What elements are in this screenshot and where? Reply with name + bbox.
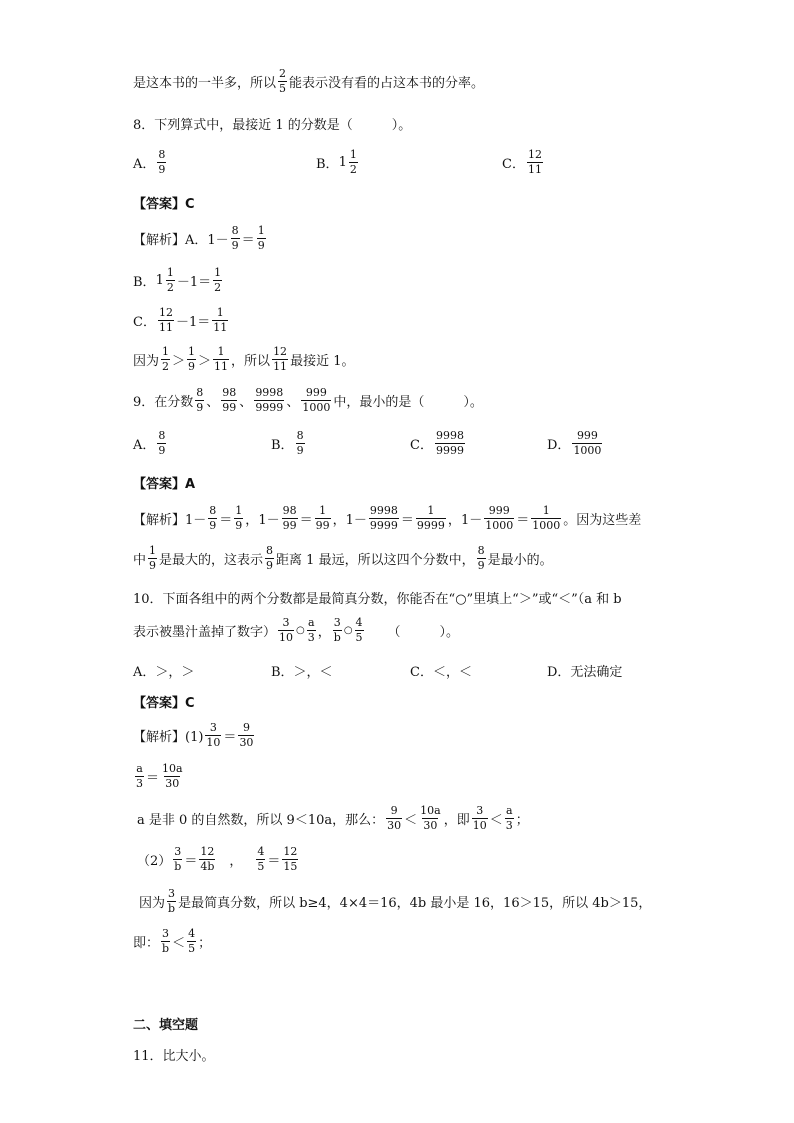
denominator: 3 <box>136 777 143 790</box>
option-a <box>133 149 168 176</box>
text: 最接近 1。 <box>290 354 355 369</box>
text: ， <box>245 513 259 528</box>
denominator: 30 <box>387 819 402 832</box>
whole: 1 <box>155 273 164 288</box>
answer-9 <box>133 473 195 492</box>
fraction <box>199 846 215 873</box>
fraction <box>531 505 561 532</box>
mixed-number <box>339 149 360 176</box>
denominator: 11 <box>214 360 229 373</box>
text: ＝ <box>267 854 281 869</box>
text: －1＝ <box>175 315 211 330</box>
numerator: 10a <box>162 762 183 775</box>
fraction <box>282 505 298 532</box>
option-d <box>547 661 622 680</box>
numerator: 1 <box>214 266 222 279</box>
fraction <box>167 888 176 915</box>
denominator: 10 <box>279 631 294 644</box>
fraction <box>157 430 166 457</box>
numerator: 8 <box>231 224 239 237</box>
denominator: 99 <box>315 519 330 532</box>
analysis-9-a <box>133 505 641 532</box>
fraction <box>195 387 204 414</box>
option-label: B． <box>271 438 294 453</box>
fraction <box>282 846 298 873</box>
numerator: 8 <box>196 386 204 399</box>
text: ○ <box>343 625 353 636</box>
option-b <box>271 430 307 457</box>
text: ， <box>447 513 461 528</box>
numerator: 3 <box>209 721 217 734</box>
text: ，即 <box>443 813 470 828</box>
denominator: 11 <box>158 321 173 334</box>
fraction <box>505 805 514 832</box>
option-b <box>316 149 360 176</box>
fraction <box>213 267 222 294</box>
numerator: 8 <box>266 544 274 557</box>
fraction <box>272 346 288 373</box>
option-d <box>547 430 604 457</box>
fraction <box>527 149 543 176</box>
question-10-line1 <box>133 588 622 607</box>
denominator: 1000 <box>485 519 514 532</box>
numerator: 3 <box>282 616 290 629</box>
denominator: 2 <box>162 360 170 373</box>
numerator: 1 <box>427 504 435 517</box>
denominator: b <box>162 942 170 955</box>
fraction <box>231 225 240 252</box>
fraction <box>278 617 294 644</box>
text: ＝ <box>184 854 198 869</box>
denominator: b <box>168 902 176 915</box>
analysis-10-a <box>137 805 529 832</box>
numerator: 1 <box>257 224 265 237</box>
numerator: 12 <box>283 845 298 858</box>
text: 【解析】A．1－ <box>133 233 229 248</box>
denominator: 9 <box>296 444 304 457</box>
option-label: A． <box>133 157 156 172</box>
mixed-number <box>156 267 177 294</box>
numerator: 12 <box>527 148 542 161</box>
numerator: 1 <box>319 504 327 517</box>
numerator: 4 <box>257 845 265 858</box>
numerator: 9 <box>390 804 398 817</box>
denominator: 3 <box>307 631 315 644</box>
numerator: 8 <box>158 429 166 442</box>
denominator: 5 <box>355 631 363 644</box>
numerator: 1 <box>217 345 225 358</box>
text: ＝ <box>400 513 414 528</box>
numerator: 1 <box>349 148 357 161</box>
numerator: 2 <box>279 67 287 80</box>
fraction <box>187 346 196 373</box>
analysis-8-c <box>133 307 230 334</box>
numerator: 1 <box>542 504 550 517</box>
denominator: 9 <box>196 401 204 414</box>
option-label: C． <box>502 157 525 172</box>
numerator: a <box>136 762 143 775</box>
text: ＜ <box>489 813 503 828</box>
analysis-10-eq <box>133 763 186 790</box>
fraction <box>173 846 182 873</box>
denominator: 2 <box>166 281 174 294</box>
option-label: D． <box>547 438 571 453</box>
option-c <box>410 430 467 457</box>
question-text: 10．下面各组中的两个分数都是最简真分数，你能否在“○”里填上“＞”或“＜”（a 和 b <box>133 592 622 607</box>
text: 是最小的。 <box>487 553 553 568</box>
text: 1－ <box>345 513 367 528</box>
denominator: 9 <box>149 559 157 572</box>
text: ＞ <box>198 354 212 369</box>
option-a <box>133 430 168 457</box>
text: ＜ <box>404 813 418 828</box>
denominator: 1000 <box>573 444 602 457</box>
fraction <box>208 505 217 532</box>
text: ＜ <box>172 936 186 951</box>
denominator: 5 <box>257 860 265 873</box>
denominator: 10 <box>206 736 221 749</box>
fraction <box>221 387 237 414</box>
fraction <box>572 430 602 457</box>
denominator: 9999 <box>435 444 464 457</box>
fraction <box>477 545 486 572</box>
text: －1＝ <box>176 275 212 290</box>
fraction <box>278 68 287 95</box>
denominator: 9 <box>257 239 265 252</box>
answer-8 <box>133 193 195 212</box>
numerator: a <box>505 804 513 817</box>
numerator: 4 <box>355 616 363 629</box>
section-heading: 二、填空题 <box>133 1018 199 1033</box>
denominator: 30 <box>239 736 254 749</box>
numerator: 12 <box>200 845 215 858</box>
denominator: 9 <box>158 163 166 176</box>
text: 【解析】(1) <box>133 730 204 745</box>
question-text: 11．比大小。 <box>133 1049 215 1064</box>
text: 9．在分数 <box>133 395 194 410</box>
numerator: 98 <box>282 504 297 517</box>
analysis-8-a <box>133 225 268 252</box>
fraction <box>301 387 331 414</box>
answer-text: 【答案】A <box>133 477 196 492</box>
text: 能表示没有看的占这本书的分率。 <box>289 76 485 91</box>
analysis-8-b <box>133 267 224 294</box>
numerator: 98 <box>222 386 237 399</box>
fraction <box>213 346 229 373</box>
denominator: 99 <box>282 519 297 532</box>
question-9 <box>133 387 483 414</box>
analysis-10-b <box>139 888 651 915</box>
numerator: 12 <box>158 306 173 319</box>
fraction <box>257 225 266 252</box>
text: 中 <box>133 553 147 568</box>
text: 1－ <box>460 513 483 528</box>
fraction <box>187 928 196 955</box>
denominator: 9 <box>158 444 166 457</box>
numerator: 999 <box>305 386 327 399</box>
fraction <box>161 346 170 373</box>
option-label: B． <box>316 157 339 172</box>
denominator: 3 <box>505 819 513 832</box>
numerator: 8 <box>477 544 485 557</box>
fraction <box>355 617 364 644</box>
answer-text: 【答案】C <box>133 696 195 711</box>
denominator: 2 <box>214 281 222 294</box>
fraction <box>307 617 316 644</box>
text: ； <box>515 813 529 828</box>
fraction <box>369 505 399 532</box>
fraction <box>212 307 228 334</box>
text: ＝ <box>241 233 255 248</box>
numerator: 1 <box>235 504 243 517</box>
denominator: 1000 <box>302 401 331 414</box>
denominator: 30 <box>165 777 180 790</box>
fraction <box>135 763 144 790</box>
option-c <box>410 661 472 680</box>
text: ； <box>198 936 212 951</box>
text: ＞ <box>172 354 186 369</box>
fraction <box>254 387 284 414</box>
numerator: 9998 <box>255 386 284 399</box>
fraction <box>472 805 488 832</box>
option-text: B．＞，＜ <box>271 665 333 680</box>
denominator: b <box>333 631 341 644</box>
denominator: 30 <box>423 819 438 832</box>
denominator: 5 <box>279 82 287 95</box>
text: ＝ <box>146 771 160 786</box>
numerator: 3 <box>476 804 484 817</box>
text: 中，最小的是（ ）。 <box>333 395 483 410</box>
text: ， <box>229 854 243 869</box>
text: 。因为这些差 <box>563 513 642 528</box>
text: 距离 1 最远，所以这四个分数中， <box>276 553 475 568</box>
denominator: 15 <box>283 860 298 873</box>
numerator: 9 <box>242 721 250 734</box>
fraction <box>161 763 184 790</box>
denominator: 9 <box>235 519 243 532</box>
denominator: 99 <box>222 401 237 414</box>
option-c <box>502 149 545 176</box>
text: ＝ <box>223 730 237 745</box>
text: ， <box>332 513 346 528</box>
fraction <box>238 722 254 749</box>
fraction <box>148 545 157 572</box>
numerator: 3 <box>168 887 176 900</box>
fraction <box>419 805 442 832</box>
numerator: 1 <box>149 544 157 557</box>
numerator: 12 <box>273 345 288 358</box>
numerator: 999 <box>488 504 510 517</box>
numerator: 10a <box>420 804 441 817</box>
option-text: A．＞，＞ <box>133 665 195 680</box>
answer-10 <box>133 692 195 711</box>
text: 是最大的，这表示 <box>159 553 264 568</box>
fraction <box>166 267 175 294</box>
denominator: 11 <box>527 163 542 176</box>
denominator: 9 <box>188 360 196 373</box>
option-label: A． <box>133 438 156 453</box>
fraction <box>265 545 274 572</box>
text: ＝ <box>299 513 313 528</box>
analysis-10-2 <box>137 846 300 873</box>
numerator: 9998 <box>369 504 398 517</box>
question-11 <box>133 1045 215 1064</box>
text: 因为 <box>133 354 160 369</box>
numerator: 3 <box>333 616 341 629</box>
text: 是这本书的一半多，所以 <box>133 76 277 91</box>
denominator: 11 <box>273 360 288 373</box>
numerator: 4 <box>188 927 196 940</box>
text-line <box>133 68 484 95</box>
text: ， <box>317 625 331 640</box>
numerator: 3 <box>162 927 170 940</box>
fraction <box>205 722 221 749</box>
numerator: a <box>307 616 315 629</box>
denominator: 11 <box>213 321 228 334</box>
text: a 是非 0 的自然数，所以 9＜10a，那么： <box>137 813 385 828</box>
numerator: 8 <box>209 504 217 517</box>
fraction <box>161 928 170 955</box>
fraction <box>256 846 265 873</box>
text: C． <box>133 315 156 330</box>
denominator: 2 <box>349 163 357 176</box>
text: ＝ <box>516 513 530 528</box>
question-8 <box>133 114 411 133</box>
fraction <box>157 149 166 176</box>
denominator: 9999 <box>369 519 398 532</box>
fraction <box>435 430 465 457</box>
text: 1－ <box>258 513 280 528</box>
fraction <box>315 505 331 532</box>
answer-text: 【答案】C <box>133 197 195 212</box>
fraction <box>158 307 174 334</box>
numerator: 9998 <box>435 429 464 442</box>
text: 是最简真分数，所以 b≥4，4×4＝16，4b 最小是 16，16＞15，所以 4b＞15， <box>178 896 652 911</box>
numerator: 1 <box>216 306 224 319</box>
analysis-10-1 <box>133 722 256 749</box>
denominator: 9999 <box>416 519 445 532</box>
numerator: 8 <box>158 148 166 161</box>
numerator: 3 <box>174 845 182 858</box>
numerator: 999 <box>576 429 598 442</box>
whole: 1 <box>338 155 347 170</box>
text: （ ）。 <box>387 625 460 640</box>
fraction <box>349 149 358 176</box>
option-text: C．＜，＜ <box>410 665 472 680</box>
denominator: 4b <box>200 860 215 873</box>
denominator: b <box>174 860 182 873</box>
text: B． <box>133 275 156 290</box>
text: 、 <box>286 395 300 410</box>
fraction <box>416 505 446 532</box>
question-text: 8．下列算式中，最接近 1 的分数是（ ）。 <box>133 118 412 133</box>
denominator: 1000 <box>532 519 561 532</box>
text: 因为 <box>139 896 166 911</box>
analysis-10-c <box>133 928 211 955</box>
denominator: 9 <box>477 559 485 572</box>
option-label: C． <box>410 438 433 453</box>
text: 【解析】1－ <box>133 513 207 528</box>
numerator: 1 <box>166 266 174 279</box>
fraction <box>296 430 305 457</box>
text: ○ <box>296 625 305 636</box>
denominator: 10 <box>472 819 487 832</box>
question-10-line2 <box>133 617 459 644</box>
text: ＝ <box>219 513 233 528</box>
text: 表示被墨汁盖掉了数字） <box>133 625 277 640</box>
analysis-9-b <box>133 545 553 572</box>
option-b <box>271 661 333 680</box>
section-title <box>133 1014 198 1033</box>
fraction <box>386 805 402 832</box>
denominator: 5 <box>188 942 196 955</box>
text: 即： <box>133 936 160 951</box>
text: ，所以 <box>231 354 271 369</box>
denominator: 9999 <box>255 401 284 414</box>
option-text: D．无法确定 <box>547 665 623 680</box>
numerator: 8 <box>296 429 304 442</box>
analysis-8-conclusion <box>133 346 354 373</box>
fraction <box>234 505 243 532</box>
text: 、 <box>239 395 253 410</box>
denominator: 9 <box>231 239 239 252</box>
text: （2） <box>137 854 172 869</box>
text: 、 <box>206 395 220 410</box>
fraction <box>333 617 342 644</box>
denominator: 9 <box>266 559 274 572</box>
denominator: 9 <box>209 519 217 532</box>
option-a <box>133 661 194 680</box>
fraction <box>484 505 514 532</box>
numerator: 1 <box>162 345 170 358</box>
numerator: 1 <box>188 345 196 358</box>
